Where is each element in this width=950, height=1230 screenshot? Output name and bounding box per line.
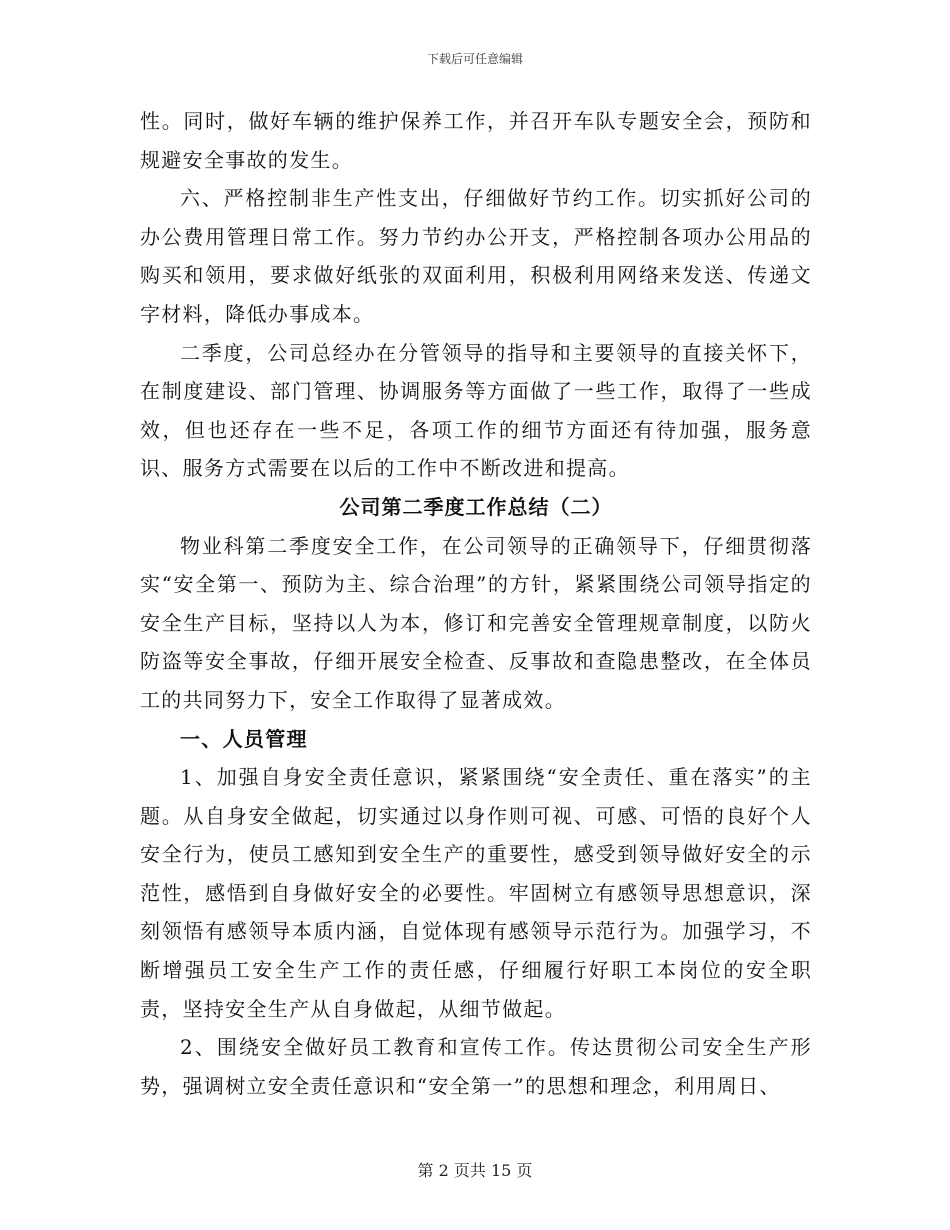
section-title: 公司第二季度工作总结（二）	[339, 494, 613, 519]
page-header-note: 下载后可任意编辑	[426, 52, 523, 66]
paragraph-quarter-summary: 二季度，公司总经办在分管领导的指导和主要领导的直接关怀下，在制度建设、部门管理、协调服务等方面做了一些工作，取得了一些成效，但也还存在一些不足，各项工作的细节方面还有待加强，服务意识、服务方式需要在以后的工作中不断改进和提高。	[140, 340, 812, 481]
paragraph-expense-control: 六、严格控制非生产性支出，仔细做好节约工作。切实抓好公司的办公费用管理日常工作。努力节约办公开支，严格控制各项办公用品的购买和领用，要求做好纸张的双面利用，积极利用网络来发送、传递文字材料，降低办事成本。	[140, 186, 812, 326]
paragraph-item-2: 2、围绕安全做好员工教育和宣传工作。传达贯彻公司安全生产形势，强调树立安全责任意识和“安全第一”的思想和理念，利用周日、	[140, 1035, 812, 1098]
document-body	[140, 102, 812, 1105]
paragraph-item-1: 1、加强自身安全责任意识，紧紧围绕“安全责任、重在落实”的主题。从自身安全做起，切实通过以身作则可视、可感、可悟的良好个人安全行为，使员工感知到安全生产的重要性，感受到领导做好安全的示范性，感悟到自身做好安全的必要性。牢固树立有感领导思想意识，深刻领悟有感领导本质内涵，自觉体现有感领导示范行为。加强学习，不断增强员工安全生产工作的责任感，仔细履行好职工本岗位的安全职责，坚持安全生产从自身做起，从细节做起。	[140, 765, 812, 1021]
paragraph-safety-intro: 物业科第二季度安全工作，在公司领导的正确领导下，仔细贯彻落实“安全第一、预防为主、综合治理”的方针，紧紧围绕公司领导指定的安全生产目标，坚持以人为本，修订和完善安全管理规章制度，以防火防盗等安全事故，仔细开展安全检查、反事故和查隐患整改，在全体员工的共同努力下，安全工作取得了显著成效。	[140, 533, 812, 712]
subheading-personnel: 一、人员管理	[180, 726, 308, 751]
paragraph-continuation: 性。同时，做好车辆的维护保养工作，并召开车队专题安全会，预防和规避安全事故的发生。	[140, 109, 812, 172]
page-number: 第 2 页共 15 页	[417, 1161, 533, 1180]
